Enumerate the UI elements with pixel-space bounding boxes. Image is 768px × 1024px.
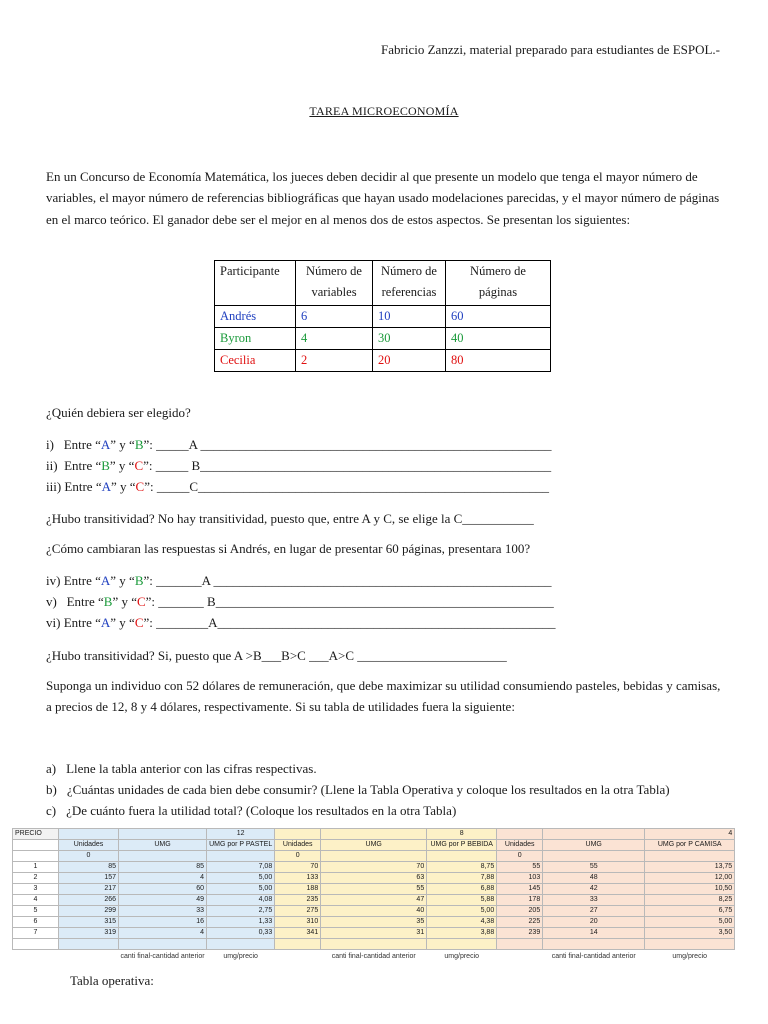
label-a: A (101, 479, 111, 494)
row-number: 2 (13, 873, 59, 884)
price-row (13, 829, 735, 840)
item-text: Entre “ (64, 479, 102, 494)
table-cell: 3,88 (427, 928, 497, 939)
footer-note: canti final-cantidad anterior (120, 952, 205, 960)
table-cell: 10,50 (645, 884, 735, 895)
item-text: Entre “ (63, 573, 101, 588)
answer-line: ”: _______ B____________________________________________________ (145, 594, 554, 609)
task-text: Llene la tabla anterior con las cifras respectivas. (66, 761, 317, 776)
table-cell: 63 (321, 873, 427, 884)
price-camisa: 4 (645, 829, 735, 840)
table-cell: 2,75 (207, 906, 275, 917)
header-referencias: Número de referencias (373, 261, 446, 306)
table-cell: 315 (59, 917, 119, 928)
cell-zero: 0 (275, 851, 321, 862)
cell-refs: 20 (373, 350, 446, 372)
table-cell: 48 (543, 873, 645, 884)
cell-pages: 40 (446, 328, 551, 350)
item-num: iii) (46, 479, 62, 494)
table-row (13, 884, 735, 895)
task-text: ¿Cuántas unidades de cada bien debe consumir? (Llene la Tabla Operativa y coloque los resultados en la otra Tabla) (66, 782, 670, 797)
table-cell: 299 (59, 906, 119, 917)
table-cell: 16 (119, 917, 207, 928)
label-b: B (103, 594, 113, 609)
table-cell: 5,00 (645, 917, 735, 928)
table-cell: 217 (59, 884, 119, 895)
table-row-cecilia (215, 350, 551, 372)
table-cell: 70 (321, 862, 427, 873)
blank-row (13, 939, 735, 950)
header-row (13, 840, 735, 851)
label-b: B (134, 437, 144, 452)
table-cell: 7,08 (207, 862, 275, 873)
table-cell: 55 (543, 862, 645, 873)
task-c (46, 800, 456, 821)
label-b: B (101, 458, 110, 473)
item-num: i) (46, 437, 54, 452)
cell-name: Andrés (215, 306, 296, 328)
item-ii (46, 455, 551, 476)
table-row (13, 895, 735, 906)
contest-table (214, 260, 551, 372)
col-unidades: Unidades (59, 840, 119, 851)
price-pastel: 12 (207, 829, 275, 840)
table-cell: 319 (59, 928, 119, 939)
table-cell: 205 (497, 906, 543, 917)
table-row (13, 862, 735, 873)
price-bebida: 8 (427, 829, 497, 840)
item-text: Entre “ (64, 458, 102, 473)
table-cell: 5,00 (427, 906, 497, 917)
cell-name: Byron (215, 328, 296, 350)
task-text: ¿De cuánto fuera la utilidad total? (Coloque los resultados en la otra Tabla) (66, 803, 457, 818)
utility-table (12, 828, 735, 963)
item-text: ” y “ (110, 615, 135, 630)
task-num: a) (46, 761, 57, 776)
zero-row (13, 851, 735, 862)
table-cell: 1,33 (207, 917, 275, 928)
table-row-byron (215, 328, 551, 350)
table-cell: 275 (275, 906, 321, 917)
label-c: C (136, 594, 146, 609)
item-text: ” y “ (109, 458, 135, 473)
item-text: ” y “ (110, 573, 135, 588)
table-cell: 35 (321, 917, 427, 928)
table-cell: 20 (543, 917, 645, 928)
table-cell: 55 (497, 862, 543, 873)
cell-vars: 2 (296, 350, 373, 372)
label-c: C (135, 479, 145, 494)
table-cell: 4,38 (427, 917, 497, 928)
table-cell: 42 (543, 884, 645, 895)
label-b: B (134, 573, 144, 588)
footer-row (13, 950, 735, 964)
table-cell: 8,75 (427, 862, 497, 873)
price-label: PRECIO (13, 829, 59, 840)
table-cell: 31 (321, 928, 427, 939)
task-b (46, 779, 670, 800)
col-umg-p-pastel: UMG por P PASTEL (207, 840, 275, 851)
table-row-andres (215, 306, 551, 328)
item-text: ” y “ (112, 594, 137, 609)
page-header: Fabricio Zanzzi, material preparado para estudiantes de ESPOL.- (381, 42, 720, 57)
table-row (13, 873, 735, 884)
cell-pages: 60 (446, 306, 551, 328)
cell-vars: 6 (296, 306, 373, 328)
table-cell: 145 (497, 884, 543, 895)
table-cell: 33 (543, 895, 645, 906)
col-umg: UMG (119, 840, 207, 851)
table-cell: 33 (119, 906, 207, 917)
table-cell: 157 (59, 873, 119, 884)
task-a (46, 758, 317, 779)
table-cell: 47 (321, 895, 427, 906)
row-number: 5 (13, 906, 59, 917)
item-num: v) (46, 594, 57, 609)
tabla-operativa-label: Tabla operativa: (70, 973, 154, 988)
item-text: ” y “ (110, 479, 136, 494)
col-umg-p-camisa: UMG por P CAMISA (645, 840, 735, 851)
col-umg-p-bebida: UMG por P BEBIDA (427, 840, 497, 851)
table-cell: 40 (321, 906, 427, 917)
row-number: 4 (13, 895, 59, 906)
question-who: ¿Quién debiera ser elegido? (46, 405, 191, 420)
table-cell: 6,88 (427, 884, 497, 895)
table-cell: 103 (497, 873, 543, 884)
table-cell: 60 (119, 884, 207, 895)
cell-name: Cecilia (215, 350, 296, 372)
table-cell: 70 (275, 862, 321, 873)
row-number: 6 (13, 917, 59, 928)
table-cell: 310 (275, 917, 321, 928)
cell-pages: 80 (446, 350, 551, 372)
header-paginas: Número de páginas (446, 261, 551, 306)
answer-line: ”: _____C______________________________________________________ (144, 479, 550, 494)
table-cell: 178 (497, 895, 543, 906)
table-cell: 5,88 (427, 895, 497, 906)
table-cell: 225 (497, 917, 543, 928)
cell-zero: 0 (59, 851, 119, 862)
col-unidades: Unidades (275, 840, 321, 851)
table-cell: 4 (119, 873, 207, 884)
item-num: vi) (46, 615, 61, 630)
answer-line: ”: _____A ______________________________________________________ (143, 437, 552, 452)
item-iii (46, 476, 549, 497)
question-transitivity-2: ¿Hubo transitividad? Si, puesto que A >B___B>C ___A>C _______________________ (46, 648, 507, 663)
label-a: A (100, 615, 111, 630)
footer-note: umg/precio (223, 952, 258, 960)
row-number: 7 (13, 928, 59, 939)
scenario-paragraph: Suponga un individuo con 52 dólares de remuneración, que debe maximizar su utilidad consumiendo pasteles, bebidas y camisas, a precios de 12, 8 y 4 dólares, respectivamente. Si su tabla de utilidades fuera la siguiente: (46, 678, 721, 715)
footer-note: canti final-cantidad anterior (331, 952, 416, 960)
answer-line: ”: ________A____________________________________________________ (143, 615, 556, 630)
table-cell: 341 (275, 928, 321, 939)
label-c: C (134, 615, 144, 630)
table-cell: 0,33 (207, 928, 275, 939)
item-text: Entre “ (63, 615, 101, 630)
table-cell: 13,75 (645, 862, 735, 873)
table-row (13, 906, 735, 917)
item-num: ii) (46, 458, 58, 473)
table-cell: 5,00 (207, 884, 275, 895)
item-text: Entre “ (66, 594, 104, 609)
item-v (46, 591, 554, 612)
table-cell: 5,00 (207, 873, 275, 884)
item-vi (46, 612, 556, 633)
item-iv (46, 570, 552, 591)
header-variables: Número de variables (296, 261, 373, 306)
table-row (13, 917, 735, 928)
table-cell: 6,75 (645, 906, 735, 917)
table-cell: 4 (119, 928, 207, 939)
header-participante: Participante (215, 261, 296, 306)
table-cell: 133 (275, 873, 321, 884)
cell-refs: 30 (373, 328, 446, 350)
col-umg: UMG (321, 840, 427, 851)
table-cell: 14 (543, 928, 645, 939)
table-cell: 266 (59, 895, 119, 906)
answer-line: ”: _____ B______________________________________________________ (143, 458, 552, 473)
answer-line: ”: _______A ____________________________________________________ (143, 573, 552, 588)
table-cell: 85 (59, 862, 119, 873)
footer-note: umg/precio (672, 952, 708, 960)
table-cell: 8,25 (645, 895, 735, 906)
table-cell: 27 (543, 906, 645, 917)
table-cell: 239 (497, 928, 543, 939)
item-i (46, 434, 552, 455)
table-cell: 12,00 (645, 873, 735, 884)
label-a: A (100, 573, 111, 588)
table-row (13, 928, 735, 939)
col-unidades: Unidades (497, 840, 543, 851)
label-a: A (100, 437, 111, 452)
item-text: ” y “ (110, 437, 135, 452)
question-transitivity-1: ¿Hubo transitividad? No hay transitividad, puesto que, entre A y C, se elige la C___________ (46, 511, 534, 526)
cell-vars: 4 (296, 328, 373, 350)
table-cell: 188 (275, 884, 321, 895)
row-number: 3 (13, 884, 59, 895)
item-text: Entre “ (63, 437, 101, 452)
document-title: TAREA MICROECONOMÍA (309, 104, 459, 118)
item-num: iv) (46, 573, 61, 588)
intro-paragraph: En un Concurso de Economía Matemática, los jueces deben decidir al que presente un modelo que tenga el mayor número de variables, el mayor número de referencias bibliográficas que hayan usado modelaciones parecidas, y el mayor número de páginas en el marco teórico. El ganador debe ser el mejor en al menos dos de estos aspectos. Se presentan los siguientes: (46, 169, 720, 227)
row-number: 1 (13, 862, 59, 873)
task-num: c) (46, 803, 57, 818)
cell-refs: 10 (373, 306, 446, 328)
label-c: C (134, 458, 144, 473)
cell-zero: 0 (497, 851, 543, 862)
table-cell: 3,50 (645, 928, 735, 939)
table-cell: 85 (119, 862, 207, 873)
table-cell: 49 (119, 895, 207, 906)
footer-note: umg/precio (444, 952, 480, 960)
table-cell: 4,08 (207, 895, 275, 906)
table-cell: 235 (275, 895, 321, 906)
task-num: b) (46, 782, 57, 797)
question-change: ¿Cómo cambiaran las respuestas si Andrés, en lugar de presentar 60 páginas, presentara 100? (46, 541, 531, 556)
table-cell: 7,88 (427, 873, 497, 884)
footer-note: canti final-cantidad anterior (551, 952, 636, 960)
col-umg: UMG (543, 840, 645, 851)
table-cell: 55 (321, 884, 427, 895)
